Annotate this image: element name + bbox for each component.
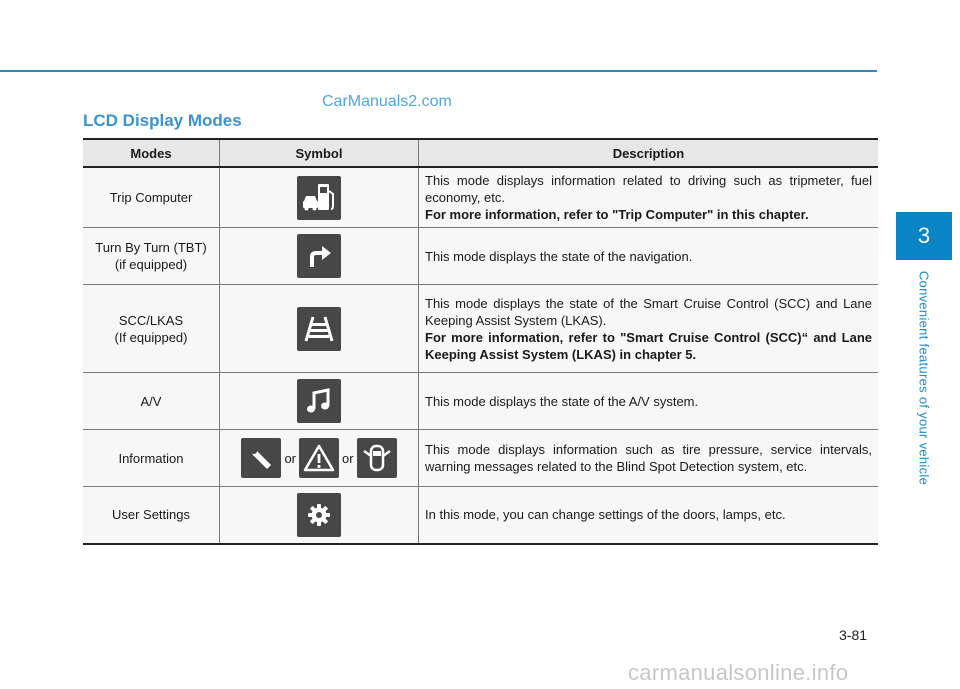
music-note-icon	[297, 379, 341, 423]
section-title: LCD Display Modes	[83, 111, 242, 130]
mode-name: Trip Computer	[109, 190, 193, 205]
description-text: This mode displays the state of the Smart Cruise Control (SCC) and Lane Keeping Assist System (LKAS).	[425, 295, 872, 328]
chapter-number: 3	[917, 223, 931, 248]
description-text: This mode displays the state of the navigation.	[425, 248, 693, 264]
mode-name: User Settings	[111, 507, 191, 523]
page-number: 3-81	[839, 627, 868, 643]
table-row	[83, 373, 878, 430]
table-row	[83, 285, 878, 373]
car-door-icon	[357, 438, 397, 478]
mode-qualifier: (if equipped)	[114, 257, 188, 272]
description-text: In this mode, you can change settings of the doors, lamps, etc.	[425, 507, 786, 523]
lcd-modes-table	[83, 138, 878, 545]
symbol-cell	[220, 373, 419, 430]
symbol-cell	[220, 430, 419, 487]
description-text: This mode displays information such as tire pressure, service intervals, warning messages related to the Blind Spot Detection system, etc.	[425, 442, 872, 474]
mode-qualifier: (If equipped)	[114, 329, 188, 345]
mode-cell	[83, 373, 220, 430]
table-row	[83, 487, 878, 544]
wrench-icon	[241, 438, 281, 478]
or-separator: or	[284, 450, 296, 466]
symbol-cell	[220, 228, 419, 285]
fuel-station-icon	[297, 176, 341, 220]
description-text: This mode displays information related to driving such as tripmeter, fuel economy, etc.	[425, 173, 872, 205]
table-row	[83, 430, 878, 487]
symbol-cell	[220, 167, 419, 228]
description-cell	[419, 167, 879, 228]
table-header-row	[83, 139, 878, 167]
chapter-side-label: Convenient features of your vehicle	[916, 270, 932, 486]
header-symbol: Symbol	[220, 139, 419, 167]
table-row	[83, 167, 878, 228]
symbol-cell	[220, 285, 419, 373]
description-note: For more information, refer to "Smart Cruise Control (SCC)“ and Lane Keeping Assist System (LKAS) in chapter 5.	[425, 329, 872, 362]
mode-cell	[83, 487, 220, 544]
description-text: This mode displays the state of the A/V system.	[425, 393, 699, 409]
description-note: For more information, refer to "Trip Computer" in this chapter.	[425, 207, 809, 222]
mode-cell	[83, 430, 220, 487]
chapter-tab	[896, 212, 952, 260]
description-cell	[419, 487, 879, 544]
mode-cell	[83, 167, 220, 228]
mode-name: A/V	[140, 393, 162, 409]
turn-arrow-icon	[297, 234, 341, 278]
header-modes: Modes	[83, 139, 220, 167]
or-separator: or	[342, 450, 354, 466]
symbol-cell	[220, 487, 419, 544]
mode-name: Turn By Turn (TBT)	[95, 240, 207, 255]
watermark-bottom: carmanualsonline.info	[628, 660, 849, 685]
description-cell	[419, 373, 879, 430]
mode-name: SCC/LKAS	[118, 312, 184, 328]
header-description: Description	[419, 139, 879, 167]
mode-cell	[83, 228, 220, 285]
mode-name: Information	[118, 450, 184, 466]
table-row	[83, 228, 878, 285]
gear-icon	[297, 493, 341, 537]
description-cell	[419, 430, 879, 487]
top-rule	[0, 70, 877, 72]
mode-cell	[83, 285, 220, 373]
description-cell	[419, 285, 879, 373]
description-cell	[419, 228, 879, 285]
watermark-top: CarManuals2.com	[322, 93, 452, 110]
lane-road-icon	[297, 307, 341, 351]
warning-triangle-icon	[299, 438, 339, 478]
